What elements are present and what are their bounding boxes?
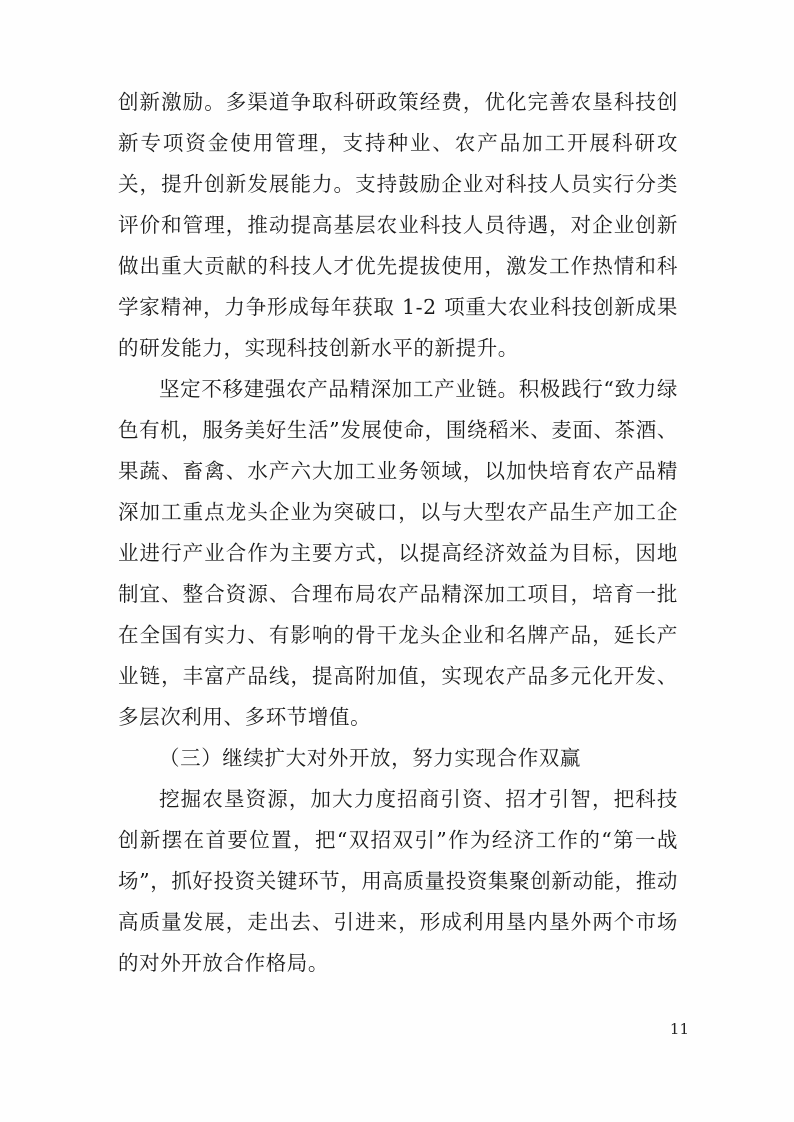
page-body bbox=[118, 82, 678, 984]
page-number: 11 bbox=[669, 1020, 689, 1038]
body-paragraph-1: 创新激励。多渠道争取科研政策经费，优化完善农垦科技创新专项资金使用管理，支持种业、农产品加工开展科研攻关，提升创新发展能力。支持鼓励企业对科技人员实行分类评价和管理，推动提高基层农业科技人员待遇，对企业创新做出重大贡献的科技人才优先提拔使用，激发工作热情和科学家精神，力争形成每年获取 1-2 项重大农业科技创新成果的研发能力，实现科技创新水平的新提升。 bbox=[118, 90, 678, 360]
body-paragraph-4: 挖掘农垦资源，加大力度招商引资、招才引智，把科技创新摆在首要位置，把“双招双引”作为经济工作的“第一战场”，抓好投资关键环节，用高质量投资集聚创新动能，推动高质量发展，走出去、引进来，形成利用垦内垦外两个市场的对外开放合作格局。 bbox=[118, 787, 678, 975]
body-paragraph-2: 坚定不移建强农产品精深加工产业链。积极践行“致力绿色有机，服务美好生活”发展使命，围绕稻米、麦面、茶酒、果蔬、畜禽、水产六大加工业务领域，以加快培育农产品精深加工重点龙头企业为突破口，以与大型农产品生产加工企业进行产业合作为主要方式，以提高经济效益为目标，因地制宜、整合资源、合理布局农产品精深加工项目，培育一批在全国有实力、有影响的骨干龙头企业和名牌产品，延长产业链，丰富产品线，提高附加值，实现农产品多元化开发、多层次利用、多环节增值。 bbox=[118, 377, 678, 729]
section-heading-3: （三）继续扩大对外开放，努力实现合作双赢 bbox=[159, 746, 581, 770]
